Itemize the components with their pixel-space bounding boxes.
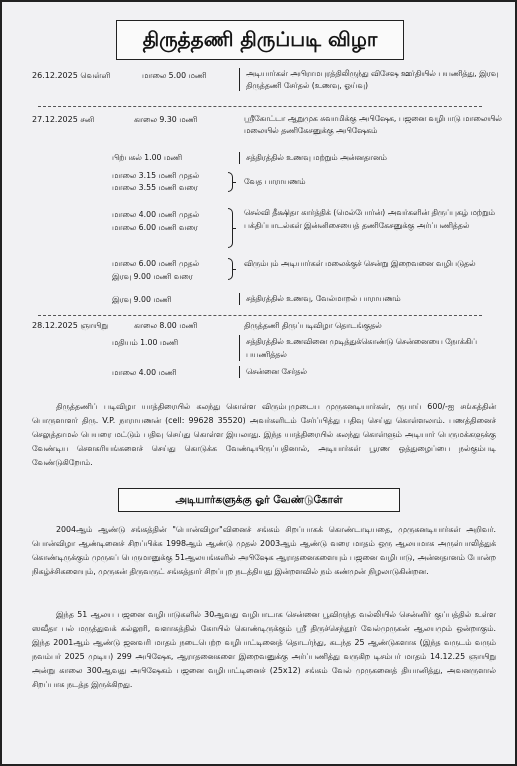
- brace: [228, 258, 233, 280]
- schedule-date: 27.12.2025 சனி: [32, 115, 95, 124]
- schedule-time: இரவு 9.00 மணி: [112, 295, 172, 304]
- schedule-activity: விரும்பும் அடியார்கள் மலைக்குச் சென்று இறைவனை வழிபடுதல்: [244, 259, 476, 268]
- schedule-activity: சத்திரத்தில் உணவு, வேல்மாறல் பாராயணம்: [239, 293, 506, 305]
- schedule-activity: வேத பாராயணம்: [244, 177, 306, 186]
- divider: [38, 315, 482, 316]
- paragraph: 2004ஆம் ஆண்டு சங்கத்தின் "பொன்விழா"வினைச் சங்கம் சிறப்பாகக் கொண்டாடியதை, முருகனடியார்கள் அறிவர். பொன்விழா ஆண்டினைச் சிறப்பிக்க 1998ஆம் ஆண்டு முதல் 2003ஆம் ஆண்டு வரை மாதம் ஒரு ஆலயமாக அருள்பாலித்துக் கொண்டிருக்கும் முருகப் பெருமானுக்கு 51ஆலயங்களில் அபிஷேக ஆராதனைகளையும் பஜனை வழிபாடு, அன்னதானம் போன்ற நிகழ்ச்சிகளையும், முருகன் திருவருட் சங்கத்தார் சிறப்புற நடத்தியது இன்றளவில் நம் கண்முன் நிழலாடுகின்றன.: [32, 525, 496, 576]
- schedule-activity: ஸ்ரீகோட்டா ஆறுமுக சுவாமிக்கு அபிஷேக, பஜனை வழிபாடு மாலையில் மலையில் தணிகேசனுக்கு அபிஷேகம்: [244, 114, 502, 135]
- page-title: திருத்தணி திருப்படி விழா: [116, 20, 404, 60]
- schedule-time: பிற்பகல் 1.00 மணி: [112, 153, 182, 162]
- schedule-activity: சத்திரத்தில் உணவு மற்றும் அன்னதானம்: [239, 152, 506, 164]
- brace: [228, 208, 233, 248]
- schedule-date: 26.12.2025 வெள்ளி: [32, 71, 111, 80]
- schedule: [2, 2, 517, 332]
- schedule-time: மாலை 4.00 மணி: [112, 368, 177, 377]
- schedule-activity: திருத்தணி திருப்படிவிழா தொடங்குதல்: [244, 321, 382, 330]
- paragraph: இந்த 51 ஆலய பஜனை வழிபாடுகளில் 30ஆவது வழிபாடாக சென்னை பூவிருந்த வல்லியில் சென்னிர் குப்பத்தில் உள்ள ஸவீதா பல் மருத்துவக் கல்லூரி, வளாகத்தில் கோயில் கொண்டிருக்கும் ஸ்ரீ திருச்செந்தூர் வேல்முருகன் ஆலயமும் ஒன்றாகும். இந்த 2001ஆம் ஆண்டு ஜனவரி மாதம் நடைபெற்ற வழிபாட்டினைத் தொடர்ந்து, கடந்த 25 ஆண்டுகளாக (இந்த வருடம் வரும் நவம்பர் 2025 முடிய) 299 அபிஷேக, ஆராதனைகளை இறைவனுக்கு அர்ப்பணித்து வருகிற டிசம்பர் மாதம் 14.12.25 ஞாயிறு அன்று காலை 300ஆவது அபிஷேகம் பஜனை வழிபாட்டினைச் (25x12) சங்கம் வேல் முருகனைத் தியானித்து, அவனருளால் சிறப்பாக நடத்த இருக்கிறது.: [32, 610, 496, 689]
- schedule-date: 28.12.2025 ஞாயிறு: [32, 321, 109, 330]
- schedule-time: மாலை 6.00 மணி முதல் இரவு 9.00 மணி வரை: [112, 259, 200, 281]
- schedule-time: மாலை 5.00 மணி: [142, 71, 207, 80]
- schedule-time: மாலை 3.15 மணி முதல் மாலை 3.55 மணி வரை: [112, 171, 200, 192]
- schedule-time: மாலை 4.00 மணி முதல் மாலை 6.00 மணி வரை: [112, 210, 200, 232]
- schedule-activity: செல்வி தீக்ஷிதா கார்த்திக் (மெல்போர்ன்) அவர்களின் திருப்புகழ் மற்றும் பக்திப்பாடல்கள் இன்னிசையைத் தணிகேசனுக்கு அர்ப்பணித்தல்: [244, 208, 495, 230]
- brace: [228, 172, 233, 192]
- schedule-activity: அடியார்கள் அபிராமபுரத்திலிருந்து விசேஷ ஊர்தியில் பயணித்து, இரவு திருத்தணி சேர்தல் (உணவு, ஓய்வு): [239, 68, 508, 91]
- intro-paragraph: திருத்தணிப் படிவிழா யாத்திரையில் கலந்து கொள்ள விரும்புமுடைய முருகனடியார்கள், ரூபாய் 600/-ஐ சங்கத்தின் பொருளாளர் திரு. V.P. நாராயணன் (cell: 99628 35520) அவர்களிடம் சேர்ப்பித்து பதிவு செய்து கொள்ளலாம். பணத்தினைச் செலுத்தாமல் பெயரை மட்டும் பதிவு செய்து கொள்ள இயலாது. இந்த யாத்திரையில் கலந்து கொள்ளும் அடியார் பெருமக்களுக்கு வேண்டிய சௌகரியங்களைச் செய்து கொடுக்க வேண்டியிருப்பதினால், அடியார்கள் பூரண ஒத்துழைப்பை நல்கும்படி வேண்டுகிறோம்.: [32, 402, 496, 467]
- schedule-time: காலை 8.00 மணி: [134, 321, 198, 330]
- request-heading: அடியார்களுக்கு ஓர் வேண்டுகோள்: [118, 488, 400, 512]
- schedule-activity: சத்திரத்தில் உணவினை முடித்துக்கொண்டு சென்னையை நோக்கிப் பயணித்தல்: [239, 335, 506, 361]
- divider: [38, 106, 482, 107]
- schedule-activity: சென்னை சேர்தல்: [239, 366, 506, 378]
- schedule-time: மதியம் 1.00 மணி: [112, 338, 178, 347]
- schedule-time: காலை 9.30 மணி: [134, 115, 198, 124]
